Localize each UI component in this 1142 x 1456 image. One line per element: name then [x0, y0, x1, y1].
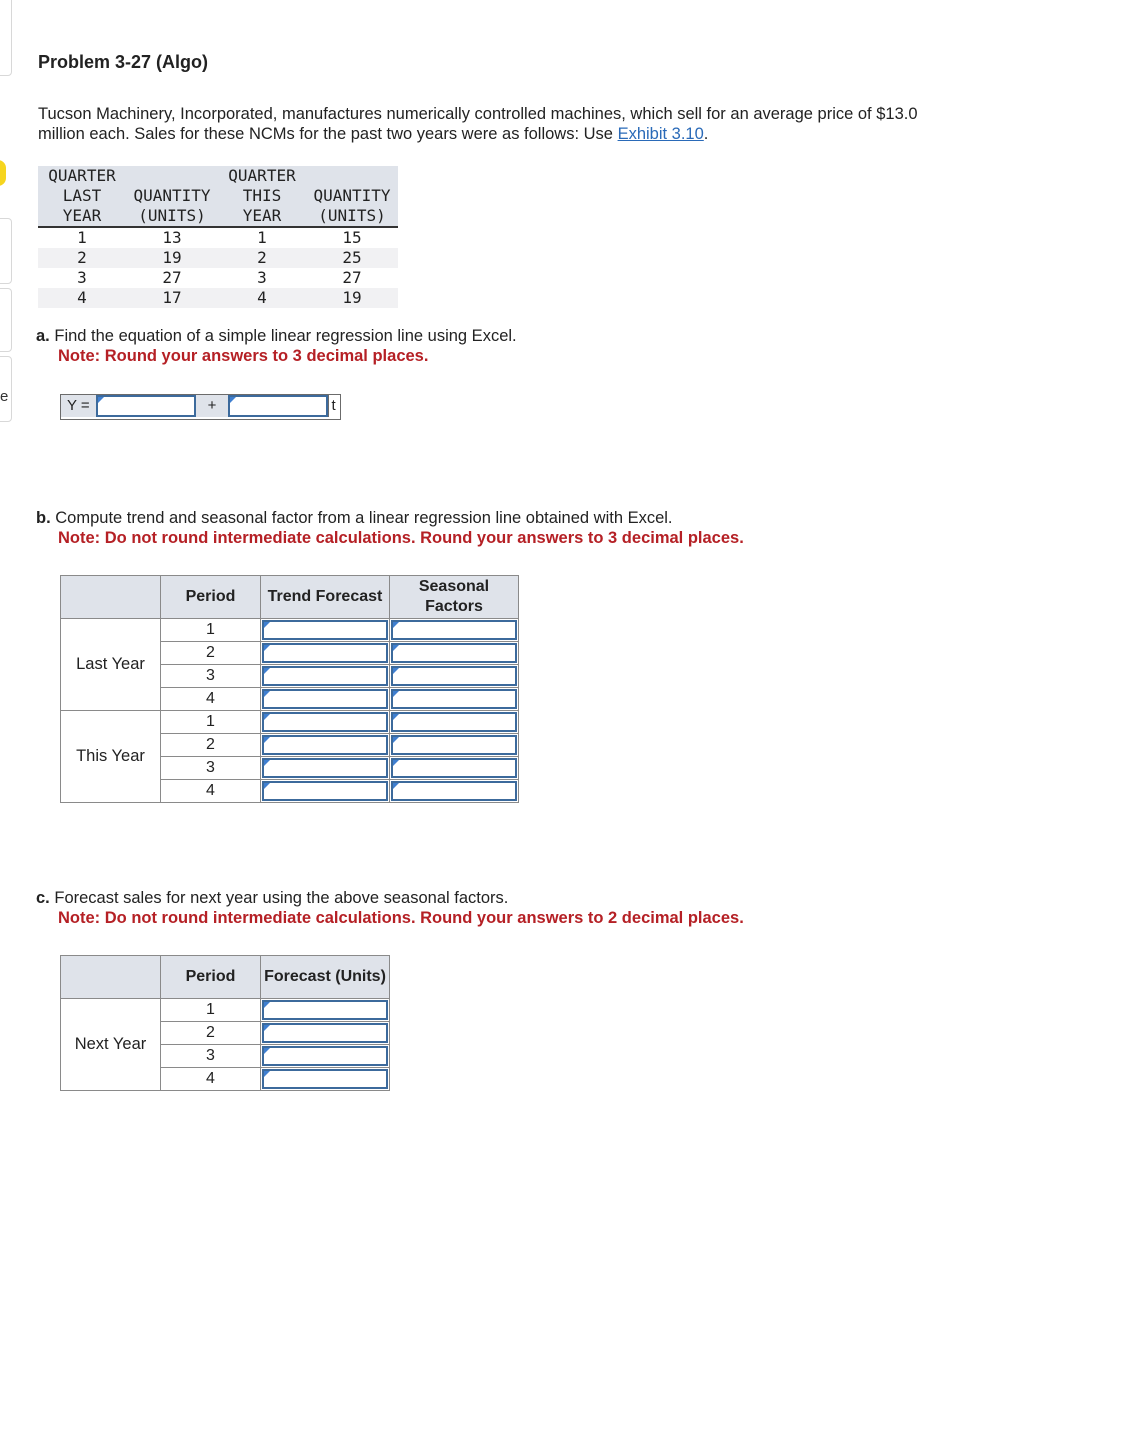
- period-cell: 2: [161, 1022, 261, 1045]
- period-cell: 3: [161, 1045, 261, 1068]
- y-equals-label: Y =: [61, 395, 96, 417]
- trend-forecast-input[interactable]: [261, 711, 390, 734]
- left-panel-edge: [0, 0, 12, 76]
- table-cell: 13: [126, 227, 218, 248]
- input-flag-icon: [393, 737, 399, 743]
- trend-forecast-input[interactable]: [261, 757, 390, 780]
- problem-intro: Tucson Machinery, Incorporated, manufactures numerically controlled machines, which sell for an average price of $13.0 million each. Sales for these NCMs for the past two years were as follows: Use Exhibit 3.10.: [38, 105, 918, 143]
- input-flag-icon: [264, 1071, 270, 1077]
- intro-text: Tucson Machinery, Incorporated, manufactures numerically controlled machines, which sell for an average price of $13.0 million each. Sales for these NCMs for the past two years were as follows: Use: [38, 105, 918, 143]
- left-panel-letter: e: [0, 388, 9, 405]
- part-c-question: c. Forecast sales for next year using the above seasonal factors.: [36, 889, 509, 907]
- input-flag-icon: [393, 622, 399, 628]
- left-panel-edge: [0, 218, 12, 284]
- seasonal-factor-input[interactable]: [390, 757, 519, 780]
- period-cell: 3: [161, 757, 261, 780]
- table-cell: 25: [306, 248, 398, 268]
- header-cell: QUANTITY: [306, 186, 398, 206]
- header-cell: [306, 166, 398, 186]
- table-cell: 27: [126, 268, 218, 288]
- input-flag-icon: [264, 1002, 270, 1008]
- header-cell: YEAR: [38, 206, 126, 227]
- header-cell: [61, 956, 161, 999]
- trend-forecast-input[interactable]: [261, 665, 390, 688]
- intercept-input[interactable]: [96, 395, 196, 417]
- header-cell: Seasonal Factors: [390, 576, 519, 619]
- page-title: Problem 3-27 (Algo): [38, 52, 209, 72]
- input-flag-icon: [264, 783, 270, 789]
- table-cell: 19: [306, 288, 398, 308]
- header-cell: Period: [161, 576, 261, 619]
- period-cell: 1: [161, 711, 261, 734]
- part-b-question: b. Compute trend and seasonal factor from a linear regression line obtained with Excel.: [36, 509, 673, 527]
- input-flag-icon: [264, 668, 270, 674]
- group-label: This Year: [61, 711, 161, 803]
- group-label: Next Year: [61, 999, 161, 1091]
- part-a-note: Note: Round your answers to 3 decimal places.: [58, 347, 429, 365]
- header-cell: (UNITS): [126, 206, 218, 227]
- header-cell: (UNITS): [306, 206, 398, 227]
- seasonal-factor-input[interactable]: [390, 619, 519, 642]
- header-cell: Forecast (Units): [261, 956, 390, 999]
- seasonal-factor-input[interactable]: [390, 780, 519, 803]
- input-flag-icon: [393, 691, 399, 697]
- table-row: [38, 288, 398, 308]
- input-flag-icon: [264, 1048, 270, 1054]
- header-cell: QUANTITY: [126, 186, 218, 206]
- table-cell: 27: [306, 268, 398, 288]
- forecast-units-input[interactable]: [261, 1022, 390, 1045]
- trend-forecast-input[interactable]: [261, 619, 390, 642]
- table-cell: 1: [38, 227, 126, 248]
- table-row: [38, 227, 398, 248]
- input-flag-icon: [393, 714, 399, 720]
- period-cell: 3: [161, 665, 261, 688]
- slope-input[interactable]: [228, 395, 328, 417]
- group-label: Last Year: [61, 619, 161, 711]
- input-flag-icon: [264, 622, 270, 628]
- forecast-units-input[interactable]: [261, 1068, 390, 1091]
- table-row: [61, 619, 519, 642]
- input-flag-icon: [393, 760, 399, 766]
- period-cell: 2: [161, 642, 261, 665]
- table-cell: 4: [218, 288, 306, 308]
- period-cell: 1: [161, 999, 261, 1022]
- header-cell: Period: [161, 956, 261, 999]
- seasonal-factor-input[interactable]: [390, 711, 519, 734]
- part-a-question: a. Find the equation of a simple linear regression line using Excel.: [36, 327, 517, 345]
- header-cell: QUARTER: [38, 166, 126, 186]
- regression-equation-row: [60, 394, 341, 420]
- input-flag-icon: [230, 397, 236, 403]
- header-cell: [61, 576, 161, 619]
- input-flag-icon: [98, 397, 104, 403]
- table-cell: 2: [218, 248, 306, 268]
- header-cell: LAST: [38, 186, 126, 206]
- input-flag-icon: [264, 691, 270, 697]
- forecast-units-input[interactable]: [261, 999, 390, 1022]
- seasonal-factor-input[interactable]: [390, 688, 519, 711]
- trend-seasonal-table: [60, 575, 519, 803]
- table-cell: 2: [38, 248, 126, 268]
- table-row: [38, 268, 398, 288]
- trend-forecast-input[interactable]: [261, 642, 390, 665]
- header-cell: Trend Forecast: [261, 576, 390, 619]
- header-cell: QUARTER: [218, 166, 306, 186]
- table-cell: 3: [38, 268, 126, 288]
- input-flag-icon: [264, 714, 270, 720]
- table-cell: 3: [218, 268, 306, 288]
- seasonal-factor-input[interactable]: [390, 642, 519, 665]
- table-cell: 17: [126, 288, 218, 308]
- input-flag-icon: [393, 668, 399, 674]
- table-row: [61, 999, 390, 1022]
- table-cell: 1: [218, 227, 306, 248]
- header-cell: YEAR: [218, 206, 306, 227]
- period-cell: 2: [161, 734, 261, 757]
- input-flag-icon: [264, 645, 270, 651]
- input-flag-icon: [393, 783, 399, 789]
- table-cell: 19: [126, 248, 218, 268]
- input-flag-icon: [393, 645, 399, 651]
- sales-data-table: [38, 166, 398, 308]
- period-cell: 1: [161, 619, 261, 642]
- trend-forecast-input[interactable]: [261, 688, 390, 711]
- input-flag-icon: [264, 1025, 270, 1031]
- forecast-units-input[interactable]: [261, 1045, 390, 1068]
- part-c-note: Note: Do not round intermediate calculations. Round your answers to 2 decimal places.: [58, 909, 744, 927]
- table-row: [61, 711, 519, 734]
- plus-label: +: [196, 395, 229, 417]
- table-row: [38, 248, 398, 268]
- t-variable-label: t: [328, 395, 339, 417]
- input-flag-icon: [264, 737, 270, 743]
- forecast-table: [60, 955, 390, 1091]
- period-cell: 4: [161, 1068, 261, 1091]
- seasonal-factor-input[interactable]: [390, 665, 519, 688]
- table-cell: 4: [38, 288, 126, 308]
- trend-forecast-input[interactable]: [261, 734, 390, 757]
- exhibit-link[interactable]: Exhibit 3.10: [617, 125, 704, 143]
- status-dot-icon: [0, 160, 6, 186]
- part-b-note: Note: Do not round intermediate calculations. Round your answers to 3 decimal places.: [58, 529, 744, 547]
- header-cell: [126, 166, 218, 186]
- period-cell: 4: [161, 780, 261, 803]
- table-cell: 15: [306, 227, 398, 248]
- input-flag-icon: [264, 760, 270, 766]
- trend-forecast-input[interactable]: [261, 780, 390, 803]
- period-cell: 4: [161, 688, 261, 711]
- seasonal-factor-input[interactable]: [390, 734, 519, 757]
- header-cell: THIS: [218, 186, 306, 206]
- left-panel-edge: [0, 288, 12, 352]
